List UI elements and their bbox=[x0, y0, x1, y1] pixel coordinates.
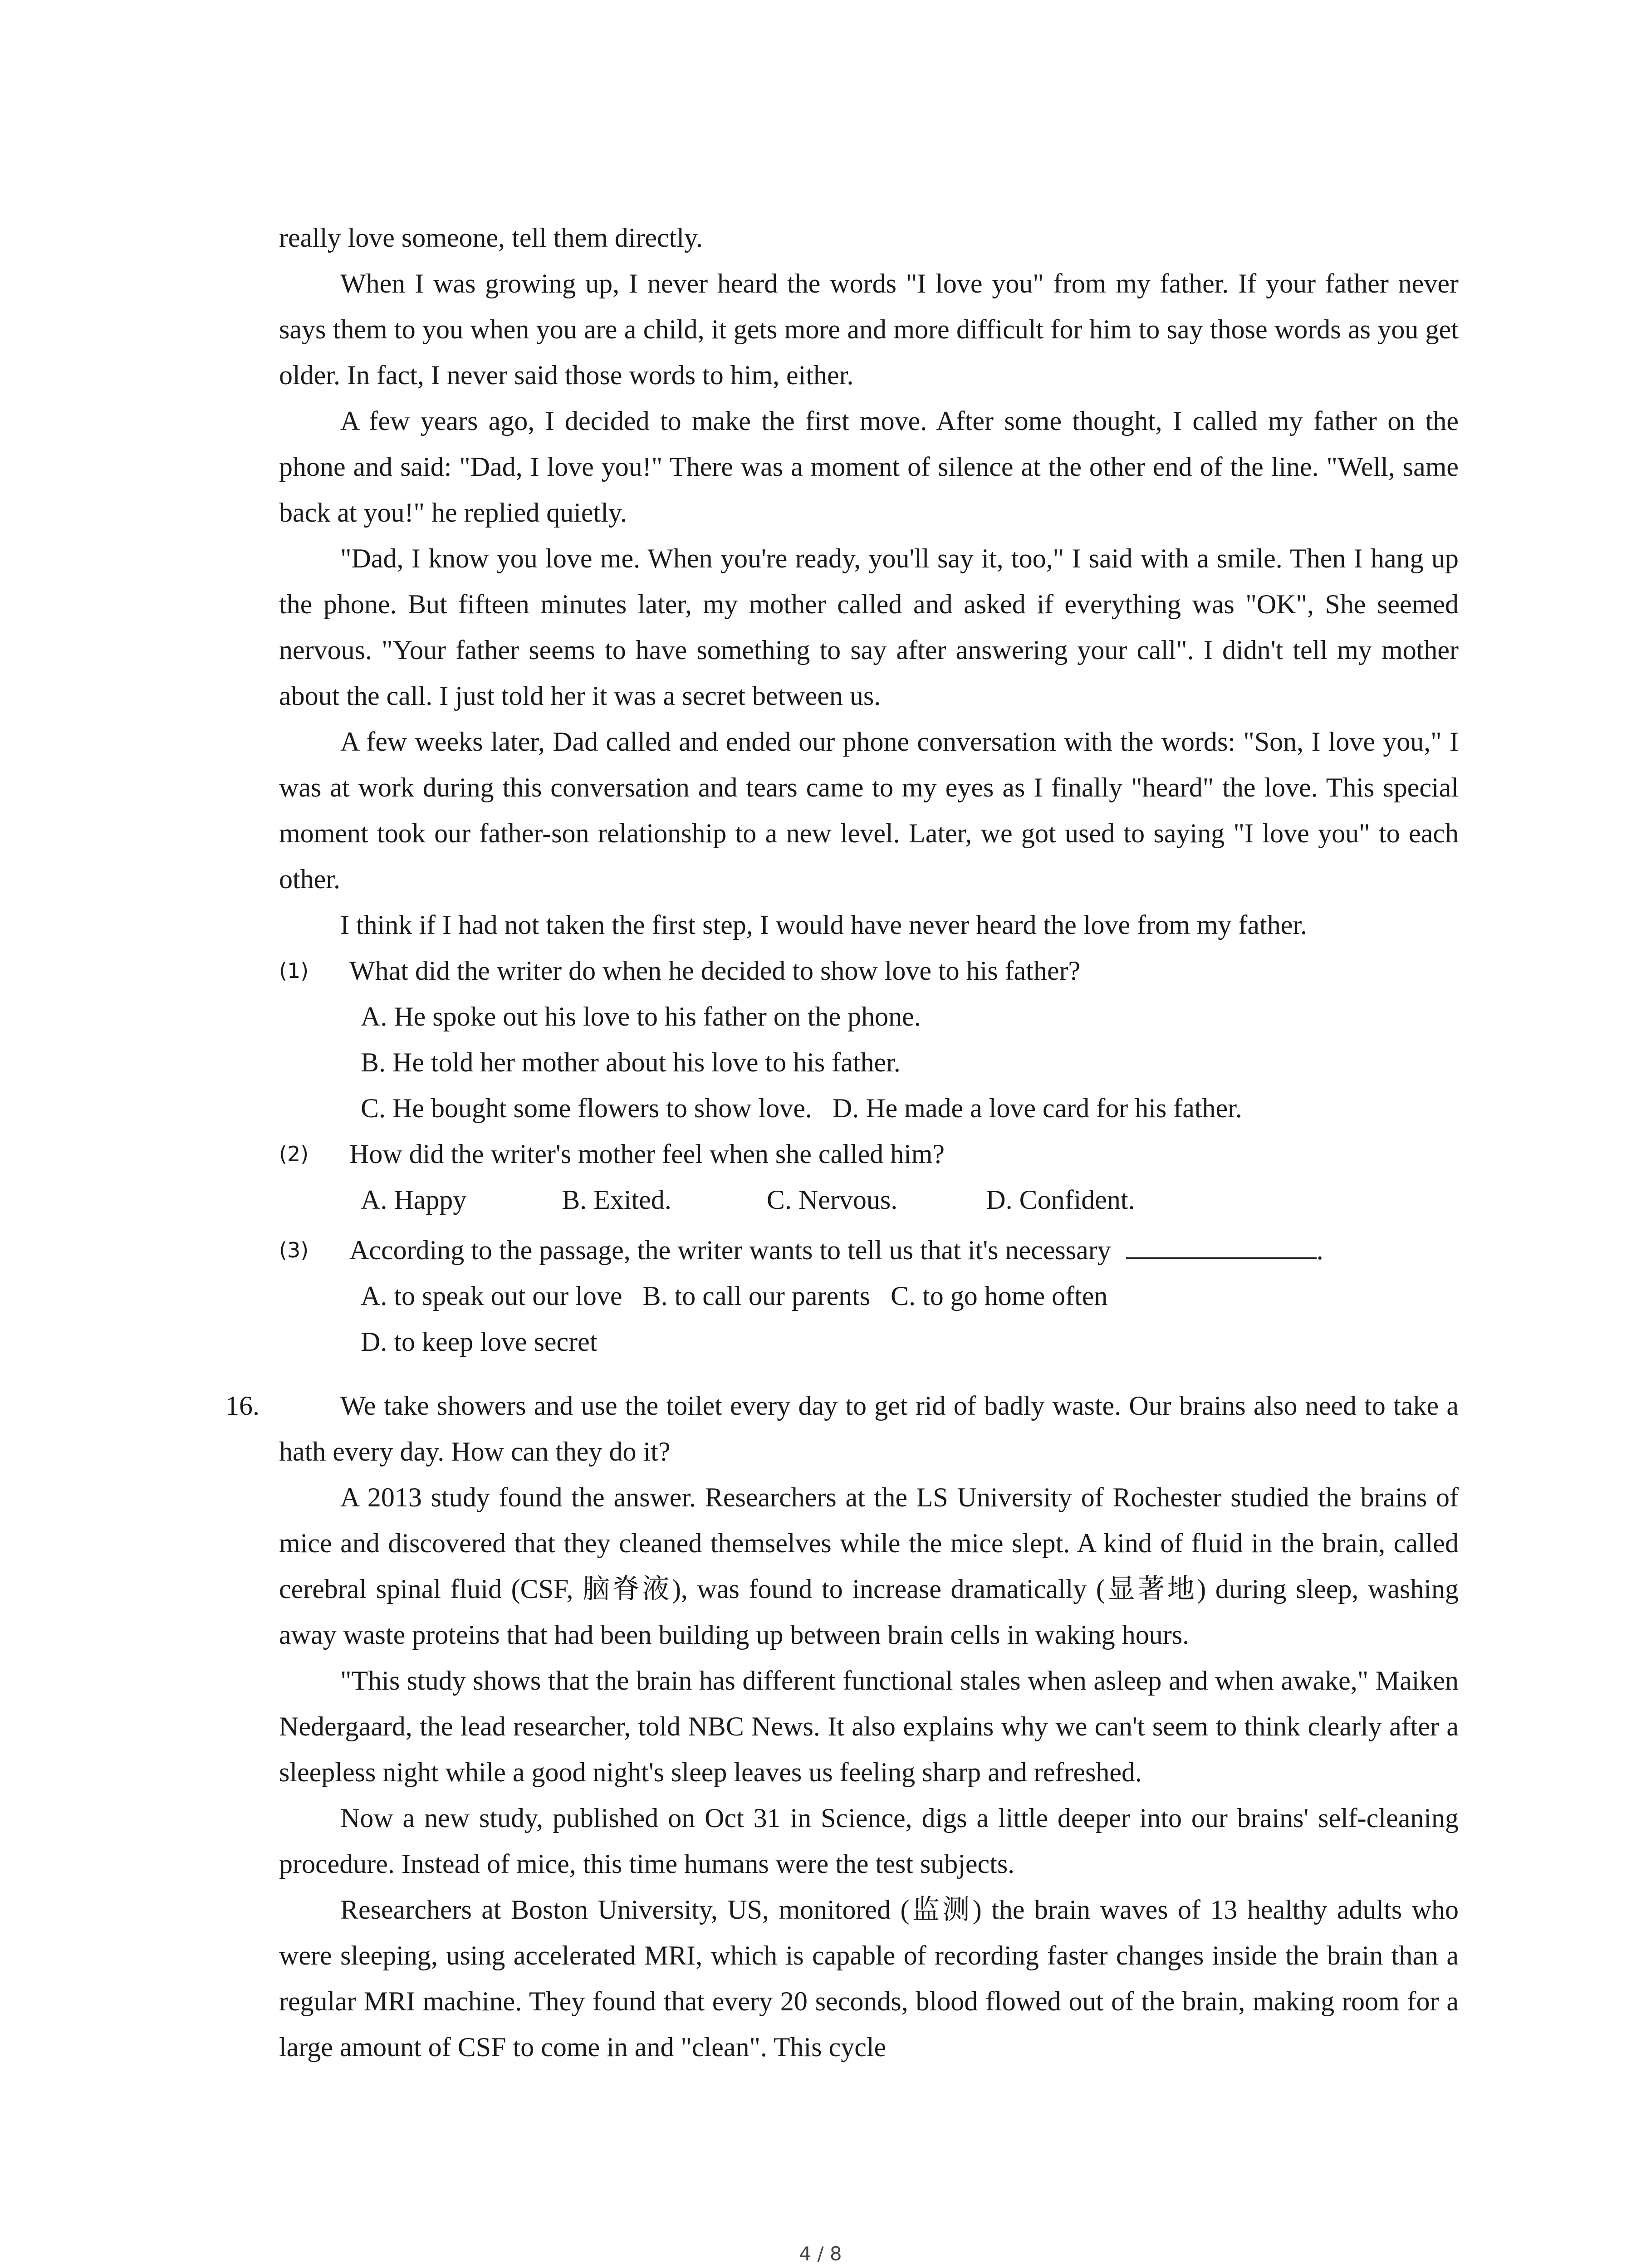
answer-option: A. Happy B. Exited. C. Nervous. D. Confident. bbox=[361, 1185, 1135, 1215]
paragraph: When I was growing up, I never heard the words "I love you" from my father. If your father never says them to you when you are a child, it gets more and more difficult for him to say those words as you get older. In fact, I never said those words to him, either. bbox=[279, 269, 1459, 390]
paragraph: Now a new study, published on Oct 31 in Science, digs a little deeper into our brains' self-cleaning procedure. Instead of mice, this time humans were the test subjects. bbox=[279, 1803, 1459, 1879]
paragraph: Researchers at Boston University, US, monitored (监测) the brain waves of 13 healthy adults who were sleeping, using accelerated MRI, which is capable of recording faster changes inside the brain than a regular MRI machine. They found that every 20 seconds, blood flowed out of the brain, making room for a large amount of CSF to come in and "clean". This cycle bbox=[279, 1895, 1459, 2062]
paragraph: A few weeks later, Dad called and ended our phone conversation with the words: "Son, I love you," I was at work during this conversation and tears came to my eyes as I finally "heard" the love. This special moment took our father-son relationship to a new level. Later, we got used to saying "I love you" to each other. bbox=[279, 727, 1459, 894]
question-text: According to the passage, the writer wants to tell us that it's necessary bbox=[349, 1235, 1111, 1265]
answer-option: A. to speak out our love B. to call our parents C. to go home often bbox=[361, 1281, 1108, 1311]
answer-option: C. He bought some flowers to show love. D. He made a love card for his father. bbox=[361, 1093, 1242, 1123]
paragraph: A few years ago, I decided to make the first move. After some thought, I called my father on the phone and said: "Dad, I love you!" There was a moment of silence at the other end of the line. "Well, same back at you!" he replied quietly. bbox=[279, 406, 1459, 528]
passage-number: 16. bbox=[225, 1391, 260, 1421]
question-text: What did the writer do when he decided to show love to his father? bbox=[349, 956, 1081, 986]
page-number: 4 / 8 bbox=[799, 2243, 842, 2265]
question-2 bbox=[279, 1131, 1459, 1177]
answer-option: D. to keep love secret bbox=[361, 1327, 598, 1357]
paragraph: We take showers and use the toilet every day to get rid of badly waste. Our brains also need to take a hath every day. How can they do it? bbox=[279, 1391, 1459, 1466]
paragraph: A 2013 study found the answer. Researchers at the LS University of Rochester studied the brains of mice and discovered that they cleaned themselves while the mice slept. A kind of fluid in the brain, called cerebral spinal fluid (CSF, 脑脊液), was found to increase dramatically (显著地) during sleep, washing away waste proteins that had been building up between brain cells in waking hours. bbox=[279, 1482, 1459, 1650]
question-text: How did the writer's mother feel when she called him? bbox=[349, 1139, 945, 1169]
blank-period: . bbox=[1316, 1235, 1323, 1265]
page-content bbox=[225, 215, 1459, 2070]
question-number: (1) bbox=[279, 958, 309, 983]
question-3 bbox=[279, 1227, 1459, 1273]
paragraph: really love someone, tell them directly. bbox=[279, 223, 703, 253]
answer-option: B. He told her mother about his love to his father. bbox=[361, 1047, 901, 1077]
answer-option: A. He spoke out his love to his father on the phone. bbox=[361, 1002, 921, 1031]
question-1 bbox=[279, 948, 1459, 994]
question-number: (3) bbox=[279, 1238, 309, 1262]
paragraph: "This study shows that the brain has different functional stales when asleep and when awake," Maiken Nedergaard, the lead researcher, told NBC News. It also explains why we can't seem to think clearly after a sleepless night while a good night's sleep leaves us feeling sharp and refreshed. bbox=[279, 1666, 1459, 1787]
passage-16 bbox=[225, 1383, 1459, 2070]
paragraph: "Dad, I know you love me. When you're ready, you'll say it, too," I said with a smile. Then I hang up the phone. But fifteen minutes later, my mother called and asked if everything was "OK", She seemed nervous. "Your father seems to have something to say after answering your call". I didn't tell my mother about the call. I just told her it was a secret between us. bbox=[279, 543, 1459, 711]
answer-blank bbox=[1126, 1230, 1317, 1259]
paragraph: I think if I had not taken the first step, I would have never heard the love from my father. bbox=[340, 910, 1307, 940]
question-number: (2) bbox=[279, 1142, 309, 1166]
